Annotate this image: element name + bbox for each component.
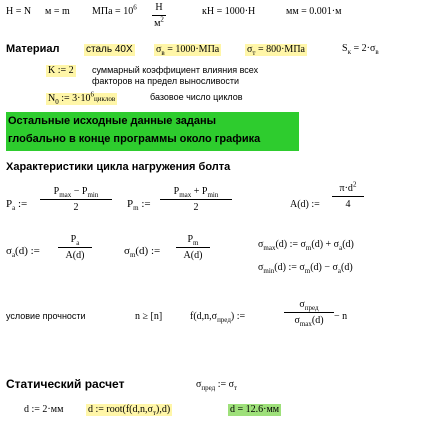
unit-mpa-def: МПа = $10^6$ bbox=[92, 3, 137, 17]
pa-fraction: $P_{max} - P_{min}$ 2 bbox=[40, 186, 112, 213]
d-root-expression[interactable]: d := $root(f(d,n,\sigma_т),d)$ bbox=[88, 404, 171, 417]
area-fraction: $\pi\cdot d^2$ 4 bbox=[332, 183, 364, 210]
unit-kn-def: кН = 1000·Н bbox=[202, 6, 256, 17]
k-desc-line1: суммарный коэффициент влияния всех bbox=[92, 65, 259, 75]
d-initial-guess[interactable]: d := 2·мм bbox=[24, 404, 64, 415]
pm-fraction: $P_{max} + P_{min}$ 2 bbox=[160, 186, 232, 213]
cycle-characteristics-header: Характеристики цикла нагружения болта bbox=[6, 161, 231, 173]
unit-mpa-fraction: Н $м^2$ bbox=[152, 2, 166, 29]
strength-condition-label: условие прочности bbox=[6, 311, 86, 321]
sigma-m-fraction: $P_m$ A(d) bbox=[176, 234, 210, 261]
static-calc-header: Статический расчет bbox=[6, 377, 125, 391]
sigma-m-lhs: $\sigma_m(d)$ := bbox=[124, 245, 161, 260]
f-function-fraction: $\sigma_{пред}$ $\sigma_{max}(d)$ bbox=[284, 299, 334, 326]
global-data-note-line1: Остальные исходные данные заданы bbox=[8, 115, 217, 127]
sigma-a-lhs: $\sigma_a(d)$ := bbox=[6, 245, 40, 260]
area-lhs: A(d) := bbox=[290, 199, 320, 210]
n-condition: n ≥ [n] bbox=[135, 311, 163, 322]
d-result[interactable]: d = 12.6·мм bbox=[230, 404, 280, 415]
f-function-lhs: $f(d,n,\sigma_{пред})$ := bbox=[190, 311, 246, 324]
f-function-minus-n: − n bbox=[334, 311, 348, 322]
sigma-min-def: $\sigma_{min}(d)$ := $\sigma_m(d) - \sigma_a(d)$ bbox=[258, 262, 353, 275]
unit-mm-def: мм = 0.001·м bbox=[286, 6, 342, 17]
unit-h-def: Н = N bbox=[6, 6, 32, 17]
n0-def[interactable]: $N_0$ := $3\cdot 10^6циклов$ bbox=[48, 90, 116, 106]
material-label: Материал bbox=[6, 43, 60, 55]
k-desc-line2: факторов на предел выносливости bbox=[92, 76, 239, 86]
global-data-note-line2: глобально в конце программы около графика bbox=[8, 133, 261, 145]
sigma-b-def[interactable]: $\sigma_в = 1000\cdot МПа$ bbox=[156, 44, 220, 57]
pa-lhs: $P_a$ := bbox=[6, 198, 28, 213]
sigma-t-def[interactable]: $\sigma_т = 800\cdot МПа$ bbox=[247, 44, 305, 57]
sigma-max-def: $\sigma_{max}(d)$ := $\sigma_m(d) + \sigma_a(d)$ bbox=[258, 239, 354, 252]
n0-desc: базовое число циклов bbox=[150, 92, 243, 102]
unit-m-def: м = m bbox=[45, 6, 70, 17]
sk-def: $S_к = 2\cdot\sigma_в$ bbox=[342, 43, 379, 56]
sigma-pred-def: $\sigma_{пред}$ := $\sigma_т$ bbox=[196, 379, 238, 392]
pm-lhs: $P_m$ := bbox=[127, 198, 151, 213]
k-def[interactable]: K := 2 bbox=[48, 65, 74, 76]
sigma-a-fraction: $P_a$ A(d) bbox=[58, 234, 92, 261]
material-steel[interactable]: сталь 40Х bbox=[86, 44, 133, 55]
